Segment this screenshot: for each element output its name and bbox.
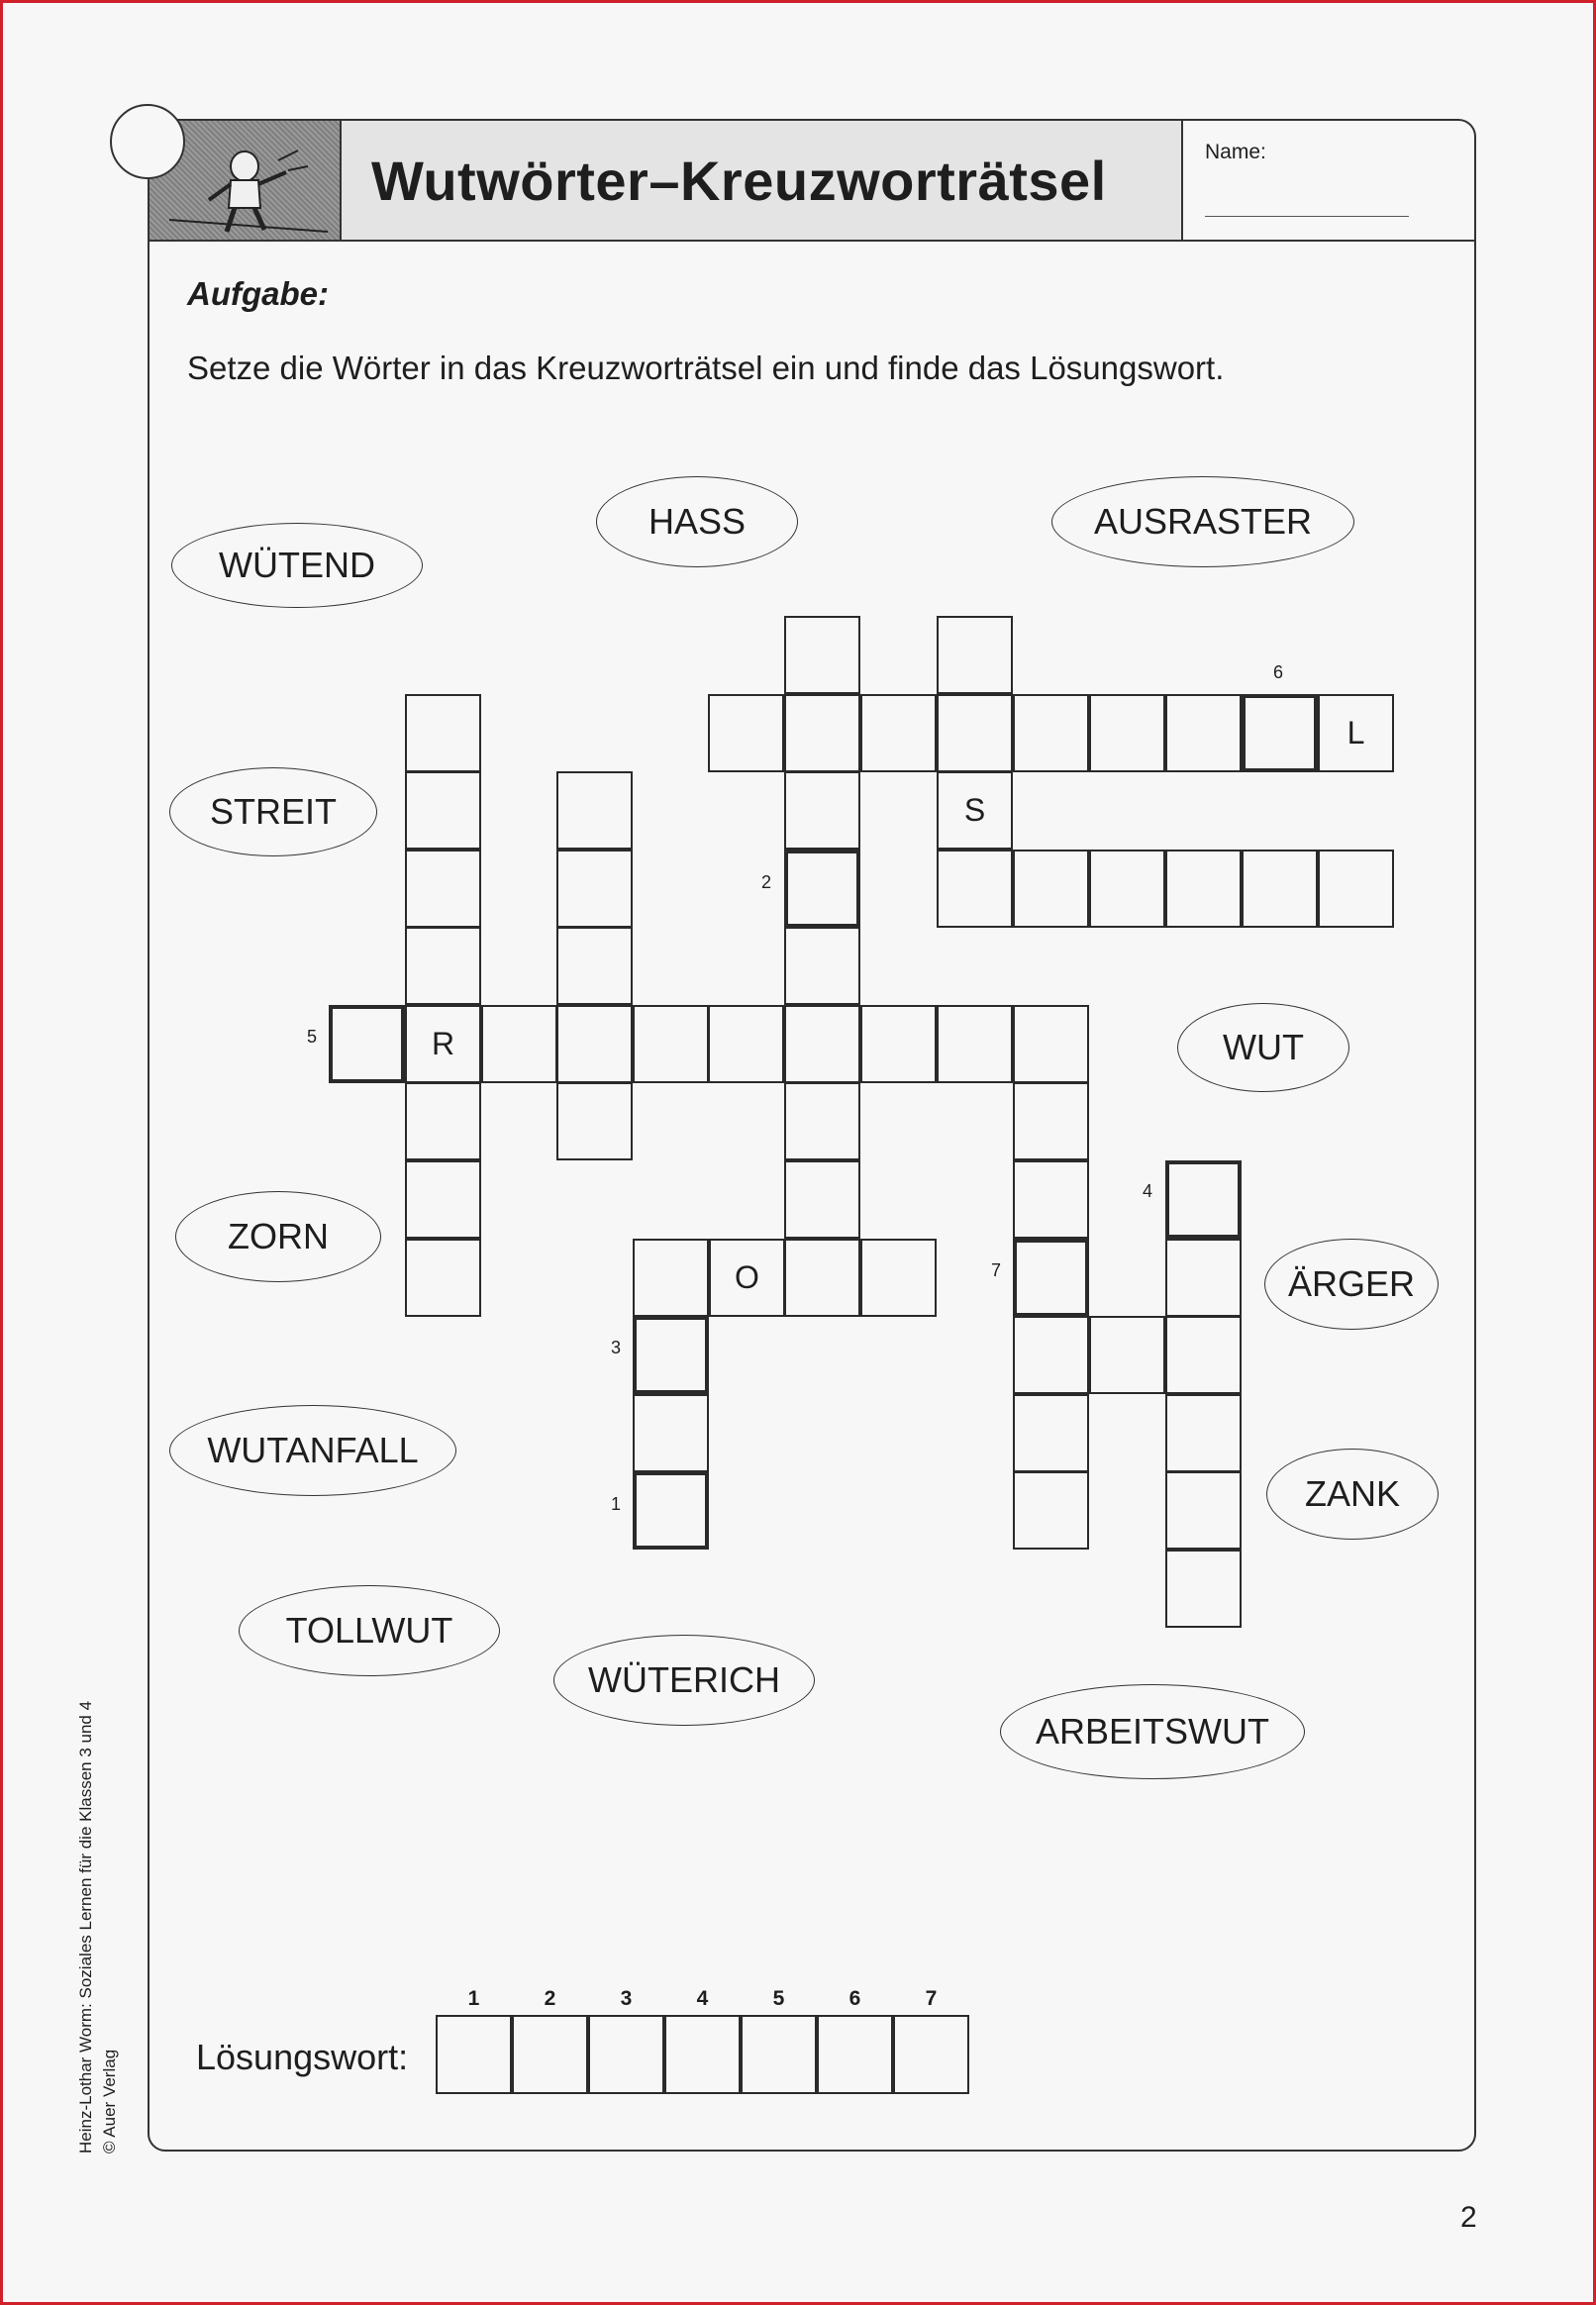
crossword-cell[interactable]: [860, 1239, 937, 1317]
task-heading: Aufgabe:: [187, 275, 329, 312]
crossword-cell[interactable]: [1165, 1550, 1242, 1628]
crossword-cell[interactable]: [784, 1082, 860, 1160]
crossword-cell[interactable]: [1165, 1316, 1242, 1394]
name-line[interactable]: [1205, 216, 1409, 217]
word-wut: WUT: [1177, 1003, 1349, 1092]
crossword-cell[interactable]: [405, 850, 481, 928]
crossword-cell[interactable]: [1013, 1316, 1089, 1394]
solution-box-1[interactable]: [436, 2015, 512, 2094]
clue-number-5: 5: [307, 1027, 318, 1047]
solution-box-4[interactable]: [664, 2015, 741, 2094]
crossword-cell[interactable]: [405, 1082, 481, 1160]
name-label: Name:: [1205, 141, 1266, 163]
crossword-cell[interactable]: [708, 694, 784, 772]
crossword-cell[interactable]: [1165, 1239, 1242, 1317]
crossword-cell[interactable]: [937, 850, 1013, 928]
solution-box-6[interactable]: [817, 2015, 893, 2094]
crossword-cell[interactable]: [633, 1394, 709, 1472]
word-wutanfall: WUTANFALL: [169, 1405, 456, 1496]
crossword-cell[interactable]: [784, 771, 860, 850]
word-zorn: ZORN: [175, 1191, 381, 1282]
word-zank: ZANK: [1266, 1449, 1439, 1540]
crossword-cell[interactable]: [405, 1160, 481, 1239]
credit-line-1: Heinz-Lothar Worm: Soziales Lernen für die Klassen 3 und 4: [76, 1700, 95, 2154]
solution-box-2[interactable]: [512, 2015, 588, 2094]
solution-box-3[interactable]: [588, 2015, 664, 2094]
word-ausraster: AUSRASTER: [1051, 476, 1354, 567]
crossword-cell[interactable]: [633, 1239, 709, 1317]
crossword-cell[interactable]: [556, 1082, 633, 1160]
crossword-cell[interactable]: [1013, 1394, 1089, 1472]
solution-cell-1[interactable]: [633, 1471, 709, 1550]
word-wueterich: WÜTERICH: [553, 1635, 815, 1726]
publisher-credit: [74, 1701, 122, 2154]
solution-number-6: 6: [848, 1987, 861, 2010]
crossword-cell[interactable]: [784, 616, 860, 694]
crossword-cell[interactable]: [1165, 694, 1242, 772]
clue-number-6: 6: [1273, 662, 1284, 682]
solution-cell-6[interactable]: [1242, 694, 1318, 772]
word-hass: HASS: [596, 476, 798, 567]
solution-number-2: 2: [544, 1987, 556, 2010]
solution-cell-7[interactable]: [1013, 1239, 1089, 1317]
solution-cell-4[interactable]: [1165, 1160, 1242, 1239]
crossword-cell[interactable]: [784, 1239, 860, 1317]
crossword-cell[interactable]: [1013, 694, 1089, 772]
crossword-cell[interactable]: [405, 771, 481, 850]
crossword-cell[interactable]: [1013, 850, 1089, 928]
crossword-cell[interactable]: [784, 927, 860, 1005]
crossword-cell[interactable]: [405, 1239, 481, 1317]
crossword-cell[interactable]: [1089, 1316, 1165, 1394]
crossword-cell-given-r[interactable]: R: [405, 1005, 481, 1083]
crossword-cell[interactable]: [556, 927, 633, 1005]
crossword-cell[interactable]: [1165, 850, 1242, 928]
crossword-cell[interactable]: [405, 927, 481, 1005]
clue-number-7: 7: [991, 1260, 1002, 1280]
credit-line-2: © Auer Verlag: [100, 2049, 119, 2154]
solution-number-7: 7: [925, 1987, 938, 2010]
crossword-cell[interactable]: [1089, 694, 1165, 772]
crossword-cell[interactable]: [860, 694, 937, 772]
crossword-cell[interactable]: [708, 1005, 784, 1083]
solution-number-1: 1: [467, 1987, 480, 2010]
solution-cell-2[interactable]: [784, 850, 860, 928]
clue-number-3: 3: [611, 1338, 622, 1357]
word-tollwut: TOLLWUT: [239, 1585, 500, 1676]
crossword-cell[interactable]: [556, 1005, 633, 1083]
solution-number-5: 5: [772, 1987, 785, 2010]
word-arbeitswut: ARBEITSWUT: [1000, 1684, 1305, 1779]
page-title: Wutwörter–Kreuzworträtsel: [371, 150, 1107, 212]
solution-box-5[interactable]: [741, 2015, 817, 2094]
crossword-cell-given-s[interactable]: S: [937, 771, 1013, 850]
clue-number-1: 1: [611, 1494, 622, 1514]
crossword-cell[interactable]: [1013, 1160, 1089, 1239]
crossword-cell[interactable]: [556, 771, 633, 850]
crossword-cell[interactable]: [937, 1005, 1013, 1083]
solution-cell-5[interactable]: [329, 1005, 405, 1083]
word-aerger: ÄRGER: [1264, 1239, 1439, 1330]
crossword-cell[interactable]: [1089, 850, 1165, 928]
hole-punch-circle: [110, 104, 185, 179]
task-text: Setze die Wörter in das Kreuzworträtsel ein und finde das Lösungswort.: [187, 350, 1225, 386]
solution-label: Lösungswort:: [196, 2037, 409, 2077]
crossword-cell[interactable]: [784, 694, 860, 772]
crossword-cell[interactable]: [1013, 1471, 1089, 1550]
crossword-cell[interactable]: [405, 694, 481, 772]
crossword-cell[interactable]: [1165, 1471, 1242, 1550]
word-wuetend: WÜTEND: [171, 523, 423, 608]
solution-number-4: 4: [696, 1987, 709, 2010]
worksheet-header: [150, 121, 1474, 242]
word-streit: STREIT: [169, 767, 377, 856]
clue-number-2: 2: [761, 872, 772, 892]
crossword-cell[interactable]: [1013, 1005, 1089, 1083]
clue-number-4: 4: [1143, 1181, 1153, 1201]
crossword-cell[interactable]: [1013, 1082, 1089, 1160]
crossword-cell-given-o[interactable]: O: [709, 1239, 785, 1317]
solution-number-3: 3: [620, 1987, 633, 2010]
title-cell: [340, 121, 1183, 240]
crossword-cell[interactable]: [937, 616, 1013, 694]
crossword-cell[interactable]: [1318, 850, 1394, 928]
crossword-cell[interactable]: [633, 1005, 709, 1083]
crossword-cell[interactable]: [860, 1005, 937, 1083]
crossword-cell[interactable]: [556, 850, 633, 928]
crossword-cell[interactable]: [784, 1005, 860, 1083]
solution-box-7[interactable]: [893, 2015, 969, 2094]
page-number: 2: [1460, 2201, 1477, 2234]
crossword-cell[interactable]: [481, 1005, 557, 1083]
crossword-cell[interactable]: [937, 694, 1013, 772]
solution-cell-3[interactable]: [633, 1316, 709, 1394]
crossword-cell[interactable]: [1242, 850, 1318, 928]
crossword-cell[interactable]: [784, 1160, 860, 1239]
crossword-cell[interactable]: [1165, 1394, 1242, 1472]
crossword-cell-given-l[interactable]: L: [1318, 694, 1394, 772]
